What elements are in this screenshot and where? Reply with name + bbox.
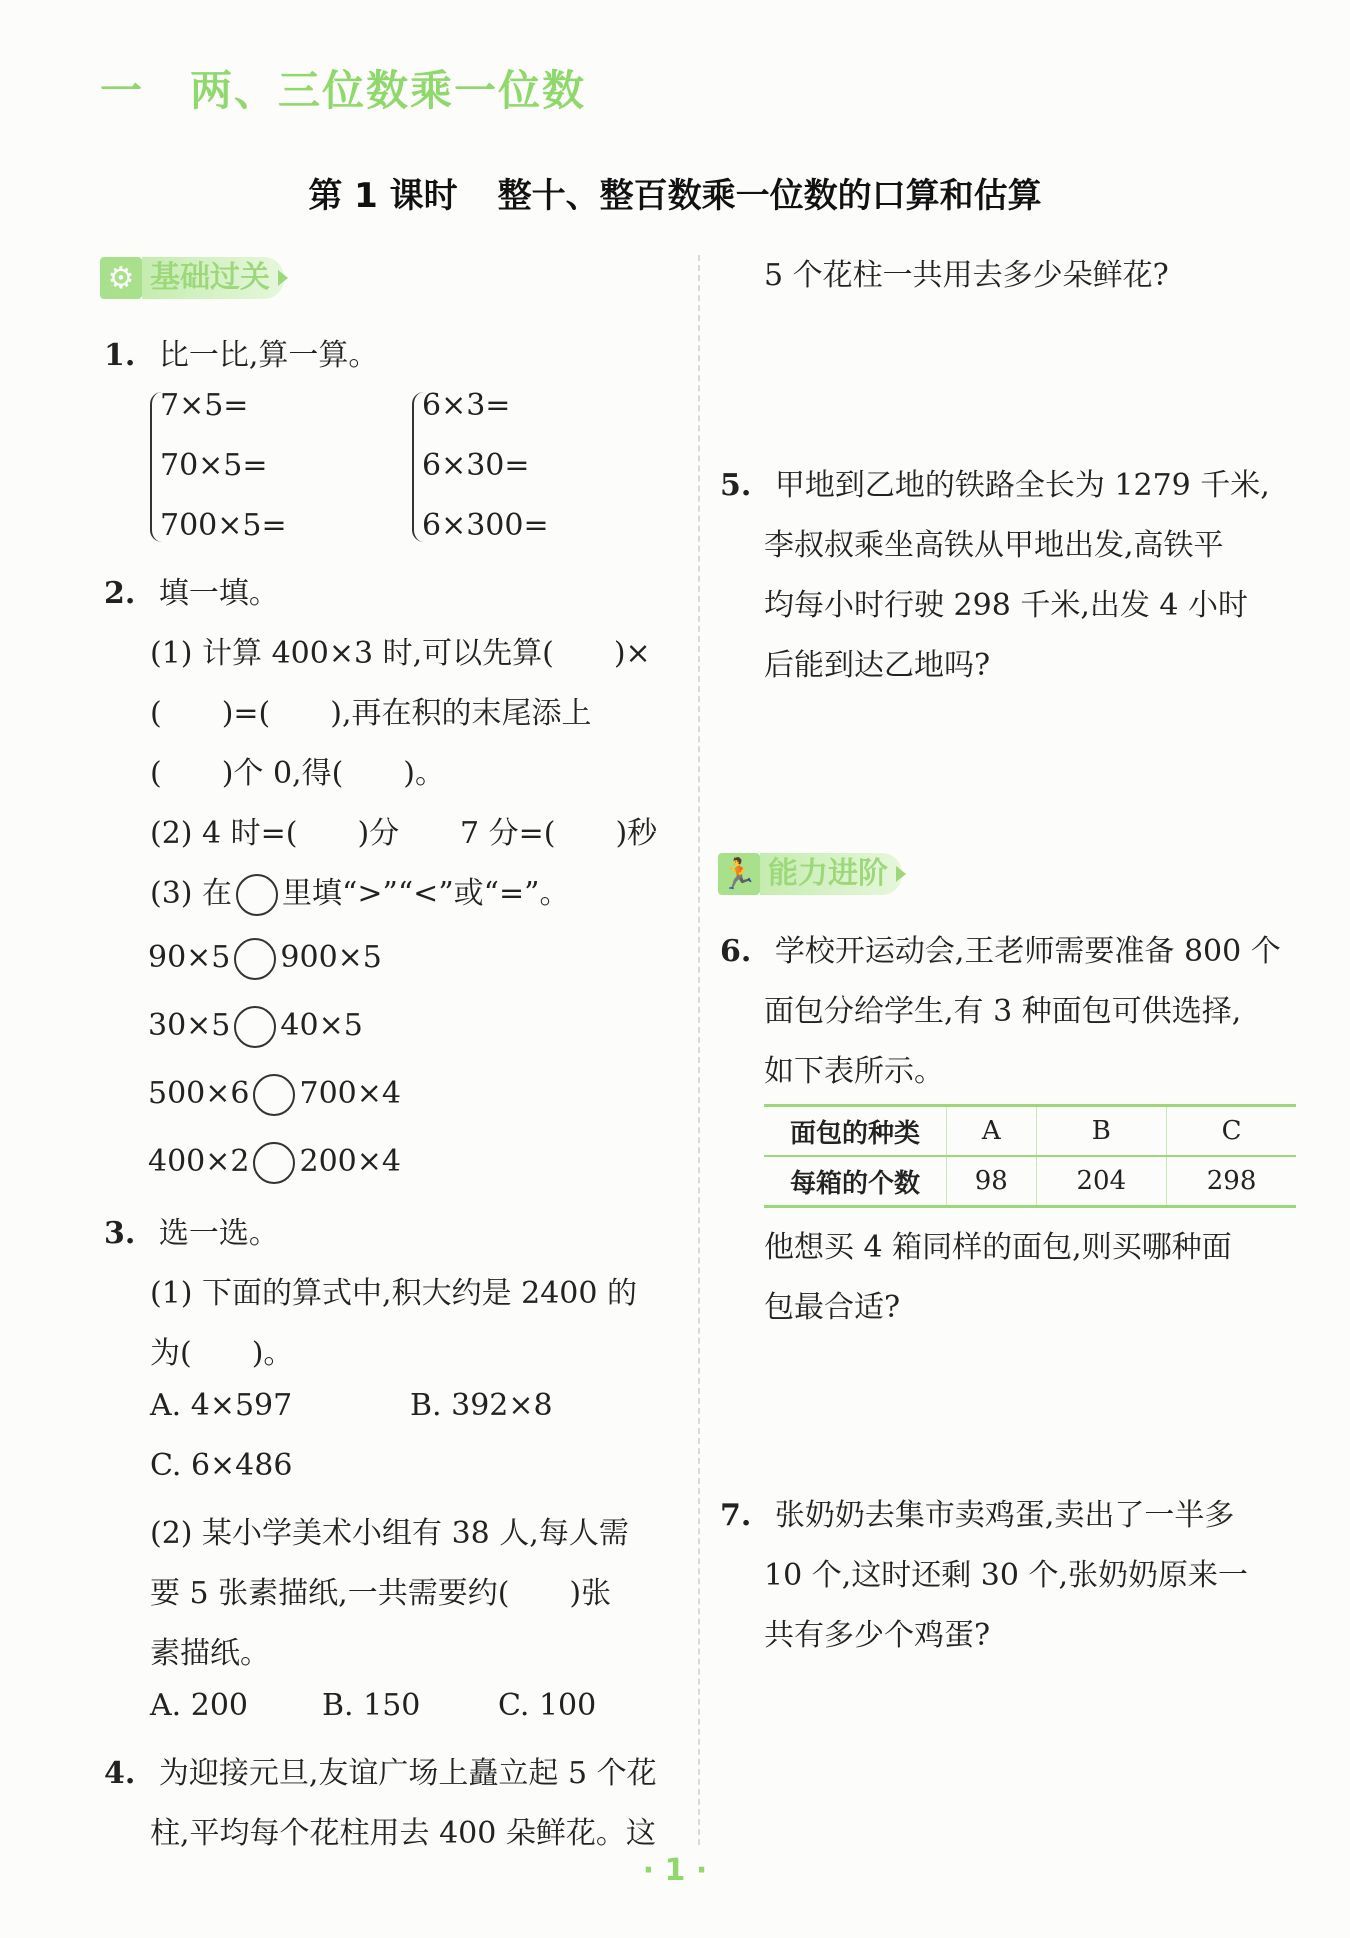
q1-b-1: 6×3= [422,388,511,423]
q3-p2-opt-a[interactable]: A. 200 [150,1688,248,1723]
q4-text-1: 为迎接元旦,友谊广场上矗立起 5 个花 [158,1756,657,1791]
q6-text-1: 学校开运动会,王老师需要准备 800 个 [774,934,1281,969]
q2-p3 [150,868,569,916]
compare-right: 200×4 [299,1144,401,1179]
q3-p2-opt-b[interactable]: B. 150 [322,1688,421,1723]
q3-p1-opt-c[interactable]: C. 6×486 [150,1448,293,1483]
page-number: · 1 · [642,1853,708,1888]
table-cell: A [947,1106,1037,1157]
q6-line2: 面包分给学生,有 3 种面包可供选择, [764,994,1242,1029]
q6-after1: 他想买 4 箱同样的面包,则买哪种面 [764,1230,1232,1265]
q1-b-3: 6×300= [422,508,549,543]
q6-line1 [720,926,1281,970]
compare-circle[interactable] [253,1142,295,1184]
q2-p1-line3: ( )个 0,得( )。 [150,756,445,791]
table-row [764,1156,1296,1207]
section-basic-label: 基础过关 [142,257,284,299]
q1-text: 比一比,算一算。 [158,338,379,373]
q3-p1-opt-b[interactable]: B. 392×8 [410,1388,553,1423]
q7-line3: 共有多少个鸡蛋? [764,1618,991,1653]
q3-number: 3. [104,1216,136,1251]
q1-stem [104,330,378,374]
compare-left: 30×5 [148,1008,231,1043]
chapter-title: 两、三位数乘一位数 [190,66,587,115]
q2-p2-b: 7 分=( )秒 [460,816,658,851]
q6-line3: 如下表所示。 [764,1054,944,1089]
q3-p2-opt-c[interactable]: C. 100 [498,1688,597,1723]
section-advanced-label: 能力进阶 [760,853,902,895]
q7-text-1: 张奶奶去集市卖鸡蛋,卖出了一半多 [774,1498,1235,1533]
compare-right: 700×4 [299,1076,401,1111]
table-row [764,1106,1296,1157]
q2-number: 2. [104,576,136,611]
compare-right: 900×5 [280,940,382,975]
table-cell: 204 [1036,1156,1167,1207]
bread-table [764,1104,1296,1208]
table-cell: C [1167,1106,1296,1157]
q3-p1-line2: 为( )。 [150,1336,294,1371]
lesson-title: 整十、整百数乘一位数的口算和估算 [497,176,1042,216]
compare-circle[interactable] [234,1006,276,1048]
compare-left: 500×6 [148,1076,250,1111]
q3-p2-line2: 要 5 张素描纸,一共需要约( )张 [150,1576,612,1611]
compare-row [148,938,382,980]
compare-row [148,1006,363,1048]
q1-a-1: 7×5= [160,388,249,423]
q2-stem [104,568,279,612]
q2-p3-post: 里填“>”“<”或“=”。 [282,876,570,911]
gear-icon: ⚙ [100,257,142,299]
circle-blank-icon [236,874,278,916]
q1-a-2: 70×5= [160,448,268,483]
compare-right: 40×5 [280,1008,363,1043]
chapter-number: 一 [100,66,145,115]
q2-text: 填一填。 [158,576,279,611]
q7-number: 7. [720,1498,752,1533]
q2-p1-line2: ( )=( ),再在积的末尾添上 [150,696,592,731]
q3-text: 选一选。 [158,1216,279,1251]
q3-stem [104,1208,279,1252]
runner-icon: 🏃 [718,853,760,895]
q4-line3: 5 个花柱一共用去多少朵鲜花? [764,258,1169,293]
compare-circle[interactable] [234,938,276,980]
compare-left: 400×2 [148,1144,250,1179]
table-cell: B [1036,1106,1167,1157]
compare-row [148,1074,401,1116]
table-cell: 98 [947,1156,1037,1207]
compare-row [148,1142,401,1184]
q1-number: 1. [104,338,136,373]
q3-p2-line1: (2) 某小学美术小组有 38 人,每人需 [150,1516,629,1551]
q2-p3-pre: (3) 在 [150,876,233,911]
q1-b-2: 6×30= [422,448,530,483]
chapter-heading [100,58,586,118]
q7-line2: 10 个,这时还剩 30 个,张奶奶原来一 [764,1558,1249,1593]
q7-line1 [720,1490,1234,1534]
q4-line2: 柱,平均每个花柱用去 400 朵鲜花。这 [150,1816,656,1851]
q4-number: 4. [104,1756,136,1791]
q4-line1 [104,1748,657,1792]
q6-number: 6. [720,934,752,969]
q5-line2: 李叔叔乘坐高铁从甲地出发,高铁平 [764,528,1224,563]
q6-after2: 包最合适? [764,1290,901,1325]
table-cell: 298 [1167,1156,1296,1207]
q5-number: 5. [720,468,752,503]
section-advanced [718,852,902,896]
q2-p1-line1: (1) 计算 400×3 时,可以先算( )× [150,636,651,671]
lesson-heading [0,168,1350,217]
q5-line4: 后能到达乙地吗? [764,648,991,683]
q3-p2-line3: 素描纸。 [150,1636,270,1671]
compare-circle[interactable] [253,1074,295,1116]
q2-p2-a: (2) 4 时=( )分 [150,816,400,851]
column-divider [698,255,700,1845]
table-header-cell: 面包的种类 [764,1106,947,1157]
table-header-cell: 每箱的个数 [764,1156,947,1207]
section-basic [100,256,284,300]
q3-p1-opt-a[interactable]: A. 4×597 [150,1388,293,1423]
q5-line1 [720,460,1270,504]
q5-text-1: 甲地到乙地的铁路全长为 1279 千米, [774,468,1270,503]
q5-line3: 均每小时行驶 298 千米,出发 4 小时 [764,588,1249,623]
compare-left: 90×5 [148,940,231,975]
q1-a-3: 700×5= [160,508,287,543]
q3-p1-line1: (1) 下面的算式中,积大约是 2400 的 [150,1276,637,1311]
lesson-number: 第 1 课时 [308,176,458,216]
